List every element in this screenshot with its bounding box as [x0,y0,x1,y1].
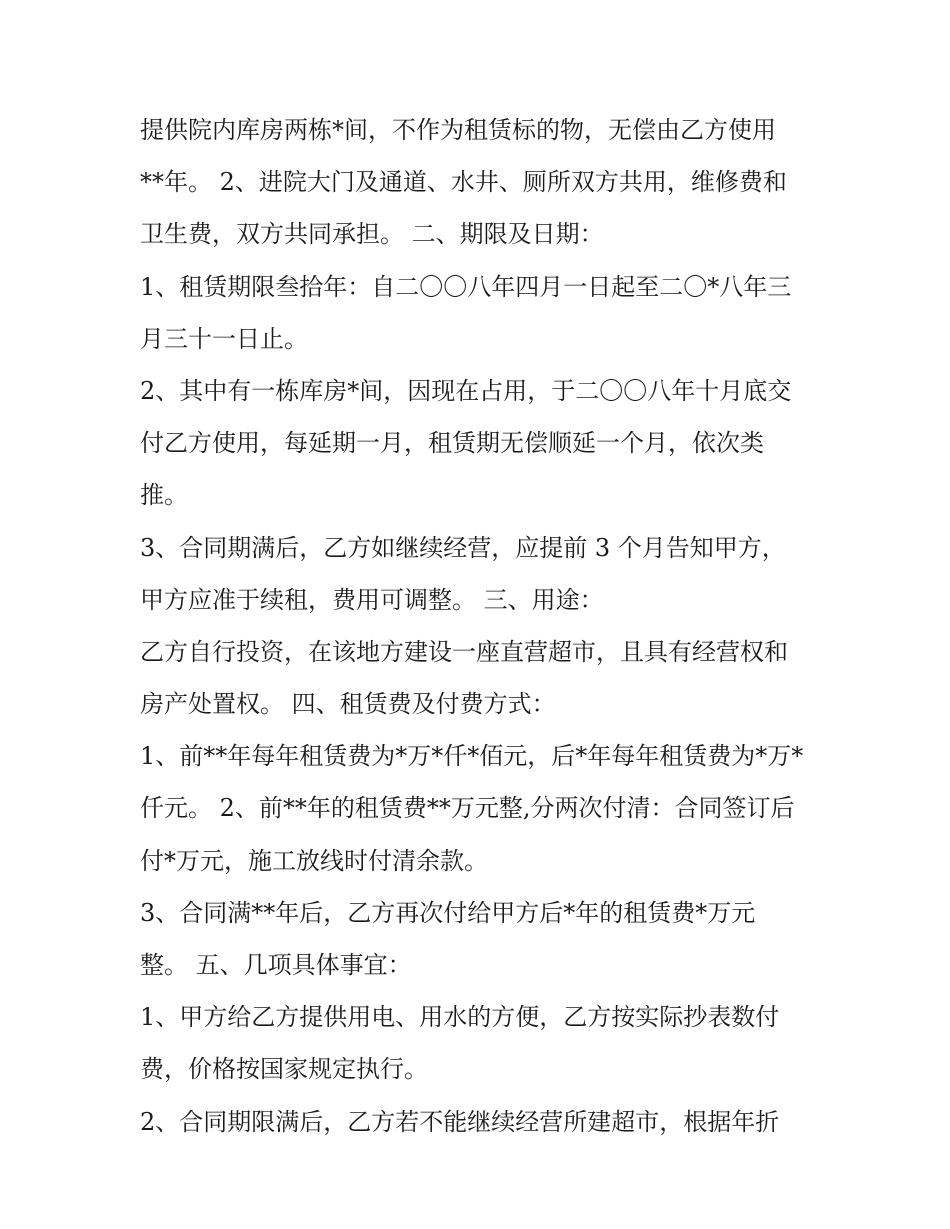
text-line: 2、其中有一栋库房*间，因现在占用，于二〇〇八年十月底交 [140,376,792,405]
text-line: 3、合同满**年后，乙方再次付给甲方后*年的租赁费*万元 [140,898,756,927]
text-line: 月三十一日止。 [140,324,308,353]
text-line: 整。 五、几项具体事宜： [140,951,412,979]
contract-text [140,104,830,1148]
text-line: 费，价格按国家规定执行。 [140,1055,428,1084]
text-line: 仟元。 2、前**年的租赁费**万元整,分两次付清：合同签订后 [140,794,795,823]
text-line: 2、合同期限满后，乙方若不能继续经营所建超市，根据年折 [140,1107,780,1136]
text-line: 1、甲方给乙方提供用电、用水的方便，乙方按实际抄表数付 [140,1003,780,1032]
text-line: 房产处置权。 四、租赁费及付费方式： [140,690,556,719]
text-line: 1、租赁期限叁拾年：自二〇〇八年四月一日起至二〇*八年三 [140,272,792,301]
text-line: 乙方自行投资，在该地方建设一座直营超市，且具有经营权和 [140,637,788,666]
text-line: 推。 [140,481,188,510]
text-line: **年。 2、进院大门及通道、水井、厕所双方共用，维修费和 [140,168,787,197]
text-line: 3、合同期满后，乙方如继续经营，应提前 3 个月告知甲方， [140,533,786,562]
text-line: 付*万元，施工放线时付清余款。 [140,846,488,875]
text-line: 卫生费，双方共同承担。 二、期限及日期： [140,220,604,249]
text-line: 付乙方使用，每延期一月，租赁期无偿顺延一个月，依次类 [140,429,764,458]
text-line: 提供院内库房两栋*间，不作为租赁标的物，无偿由乙方使用 [140,116,776,144]
text-line: 甲方应准于续租，费用可调整。 三、用途： [140,585,604,614]
text-line: 1、前**年每年租赁费为*万*仟*佰元，后*年每年租赁费为*万* [140,742,804,771]
